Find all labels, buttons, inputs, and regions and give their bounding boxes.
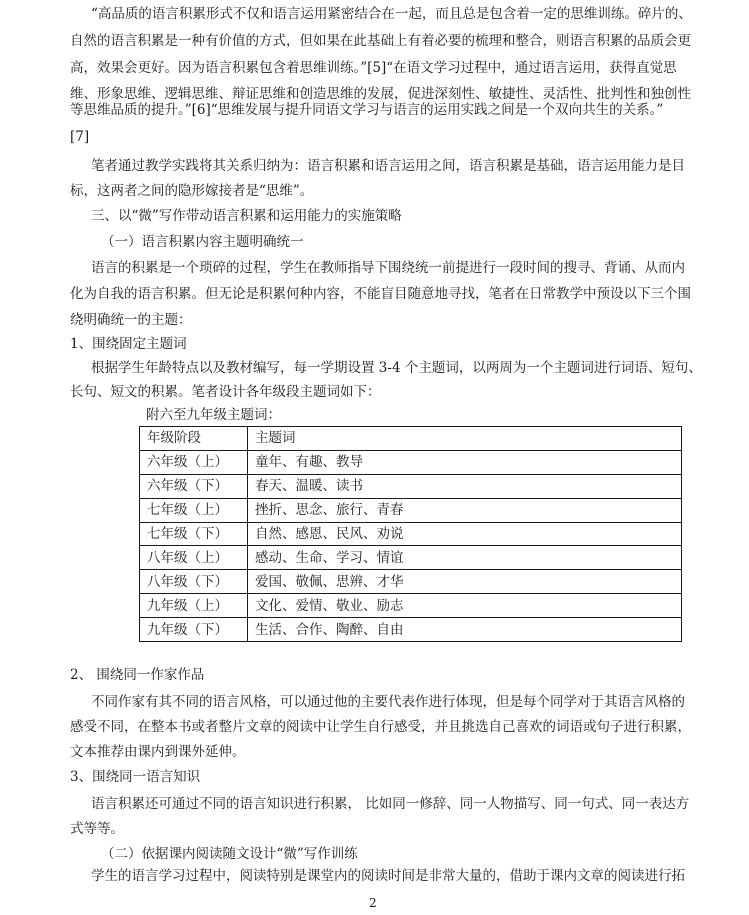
subsection-heading: （二）依据课内阅读随文设计“微”写作训练 [101, 846, 358, 862]
table-cell-topics: 挫折、思念、旅行、青春 [248, 498, 682, 522]
table-row [140, 498, 682, 522]
paragraph-line: 式等等。 [70, 821, 124, 837]
paragraph-line: 文本推荐由课内到课外延伸。 [70, 744, 246, 760]
paragraph-line: 感受不同，在整本书或者整片文章的阅读中让学生自行感受，并且挑选自己喜欢的词语或句子进行积累， [70, 719, 691, 735]
paragraph-line: 语言积累还可通过不同的语言知识进行积累， 比如同一修辞、同一人物描写、同一句式、同一表达方 [91, 796, 690, 812]
paragraph-line: 化为自我的语言积累。但无论是积累何种内容，不能盲目随意地寻找，笔者在日常教学中预设以下三个围 [70, 286, 691, 302]
table-cell-grade: 六年级（上） [140, 450, 248, 474]
subsection-heading: （一）语言积累内容主题明确统一 [101, 234, 304, 250]
table-row [140, 522, 682, 546]
paragraph-line: 维、形象思维、逻辑思维、辩证思维和创造思维的发展，促进深刻性、敏捷性、灵活性、批判性和独创性 [70, 86, 691, 102]
section-heading: 三、以“微”写作带动语言积累和运用能力的实施策略 [91, 208, 402, 224]
table-cell-topics: 童年、有趣、教导 [248, 450, 682, 474]
paragraph-line: 根据学生年龄特点以及教材编写，每一学期设置 3-4 个主题词，以两周为一个主题词进行词语、短句、 [91, 360, 702, 376]
table-row [140, 594, 682, 618]
table-cell-topics: 文化、爱情、敬业、励志 [248, 594, 682, 618]
table-cell-topics: 感动、生命、学习、情谊 [248, 546, 682, 570]
table-header-cell: 主题词 [248, 427, 682, 451]
table-cell-grade: 七年级（下） [140, 522, 248, 546]
list-item-title: 2、 围绕同一作家作品 [70, 667, 205, 683]
table-cell-grade: 八年级（上） [140, 546, 248, 570]
paragraph-line: 等思维品质的提升。”[6]“思维发展与提升同语文学习与语言的运用实践之间是一个双向共生的关系。” [70, 102, 664, 118]
paragraph-line: “高品质的语言积累形式不仅和语言运用紧密结合在一起，而且总是包含着一定的思维训练。碎片的、 [91, 6, 692, 22]
page-number: 2 [369, 896, 377, 910]
paragraph-line: [7] [70, 129, 90, 145]
table-cell-topics: 生活、合作、陶醉、自由 [248, 618, 682, 642]
paragraph-line: 长句、短文的积累。笔者设计各年级段主题词如下： [70, 384, 381, 400]
table-row [140, 618, 682, 642]
table-cell-topics: 春天、温暖、读书 [248, 474, 682, 498]
table-cell-topics: 自然、感恩、民风、劝说 [248, 522, 682, 546]
paragraph-line: 自然的语言积累是一种有价值的方式，但如果在此基础上有着必要的梳理和整合，则语言积累的品质会更 [70, 33, 691, 49]
table-cell-grade: 九年级（上） [140, 594, 248, 618]
list-item-title: 1、围绕固定主题词 [70, 336, 187, 352]
paragraph-line: 标，这两者之间的隐形嫁接者是“思维”。 [70, 183, 314, 199]
table-cell-topics: 爱国、敬佩、思辨、才华 [248, 570, 682, 594]
paragraph-line: 笔者通过教学实践将其关系归纳为：语言积累和语言运用之间，语言积累是基础，语言运用能力是目 [91, 158, 685, 174]
table-cell-grade: 八年级（下） [140, 570, 248, 594]
paragraph-line: 不同作家有其不同的语言风格，可以通过他的主要代表作进行体现，但是每个同学对于其语言风格的 [91, 694, 685, 710]
topic-table [139, 426, 682, 642]
table-row [140, 474, 682, 498]
paragraph-line: 高，效果会更好。因为语言积累包含着思维训练。”[5]“在语文学习过程中，通过语言运用，获得直觉思 [70, 60, 677, 76]
table-header-row [140, 427, 682, 451]
table-row [140, 546, 682, 570]
table-row [140, 570, 682, 594]
table-cell-grade: 七年级（上） [140, 498, 248, 522]
paragraph-line: 语言的积累是一个琐碎的过程，学生在教师指导下围绕统一前提进行一段时间的搜寻、背诵、从而内 [91, 260, 685, 276]
table-cell-grade: 九年级（下） [140, 618, 248, 642]
paragraph-line: 绕明确统一的主题： [70, 312, 192, 328]
table-row [140, 450, 682, 474]
table-header-cell: 年级阶段 [140, 427, 248, 451]
table-caption: 附六至九年级主题词： [146, 407, 281, 423]
table-cell-grade: 六年级（下） [140, 474, 248, 498]
list-item-title: 3、围绕同一语言知识 [70, 769, 201, 785]
paragraph-line: 学生的语言学习过程中，阅读特别是课堂内的阅读时间是非常大量的，借助于课内文章的阅读进行拓 [91, 868, 685, 884]
